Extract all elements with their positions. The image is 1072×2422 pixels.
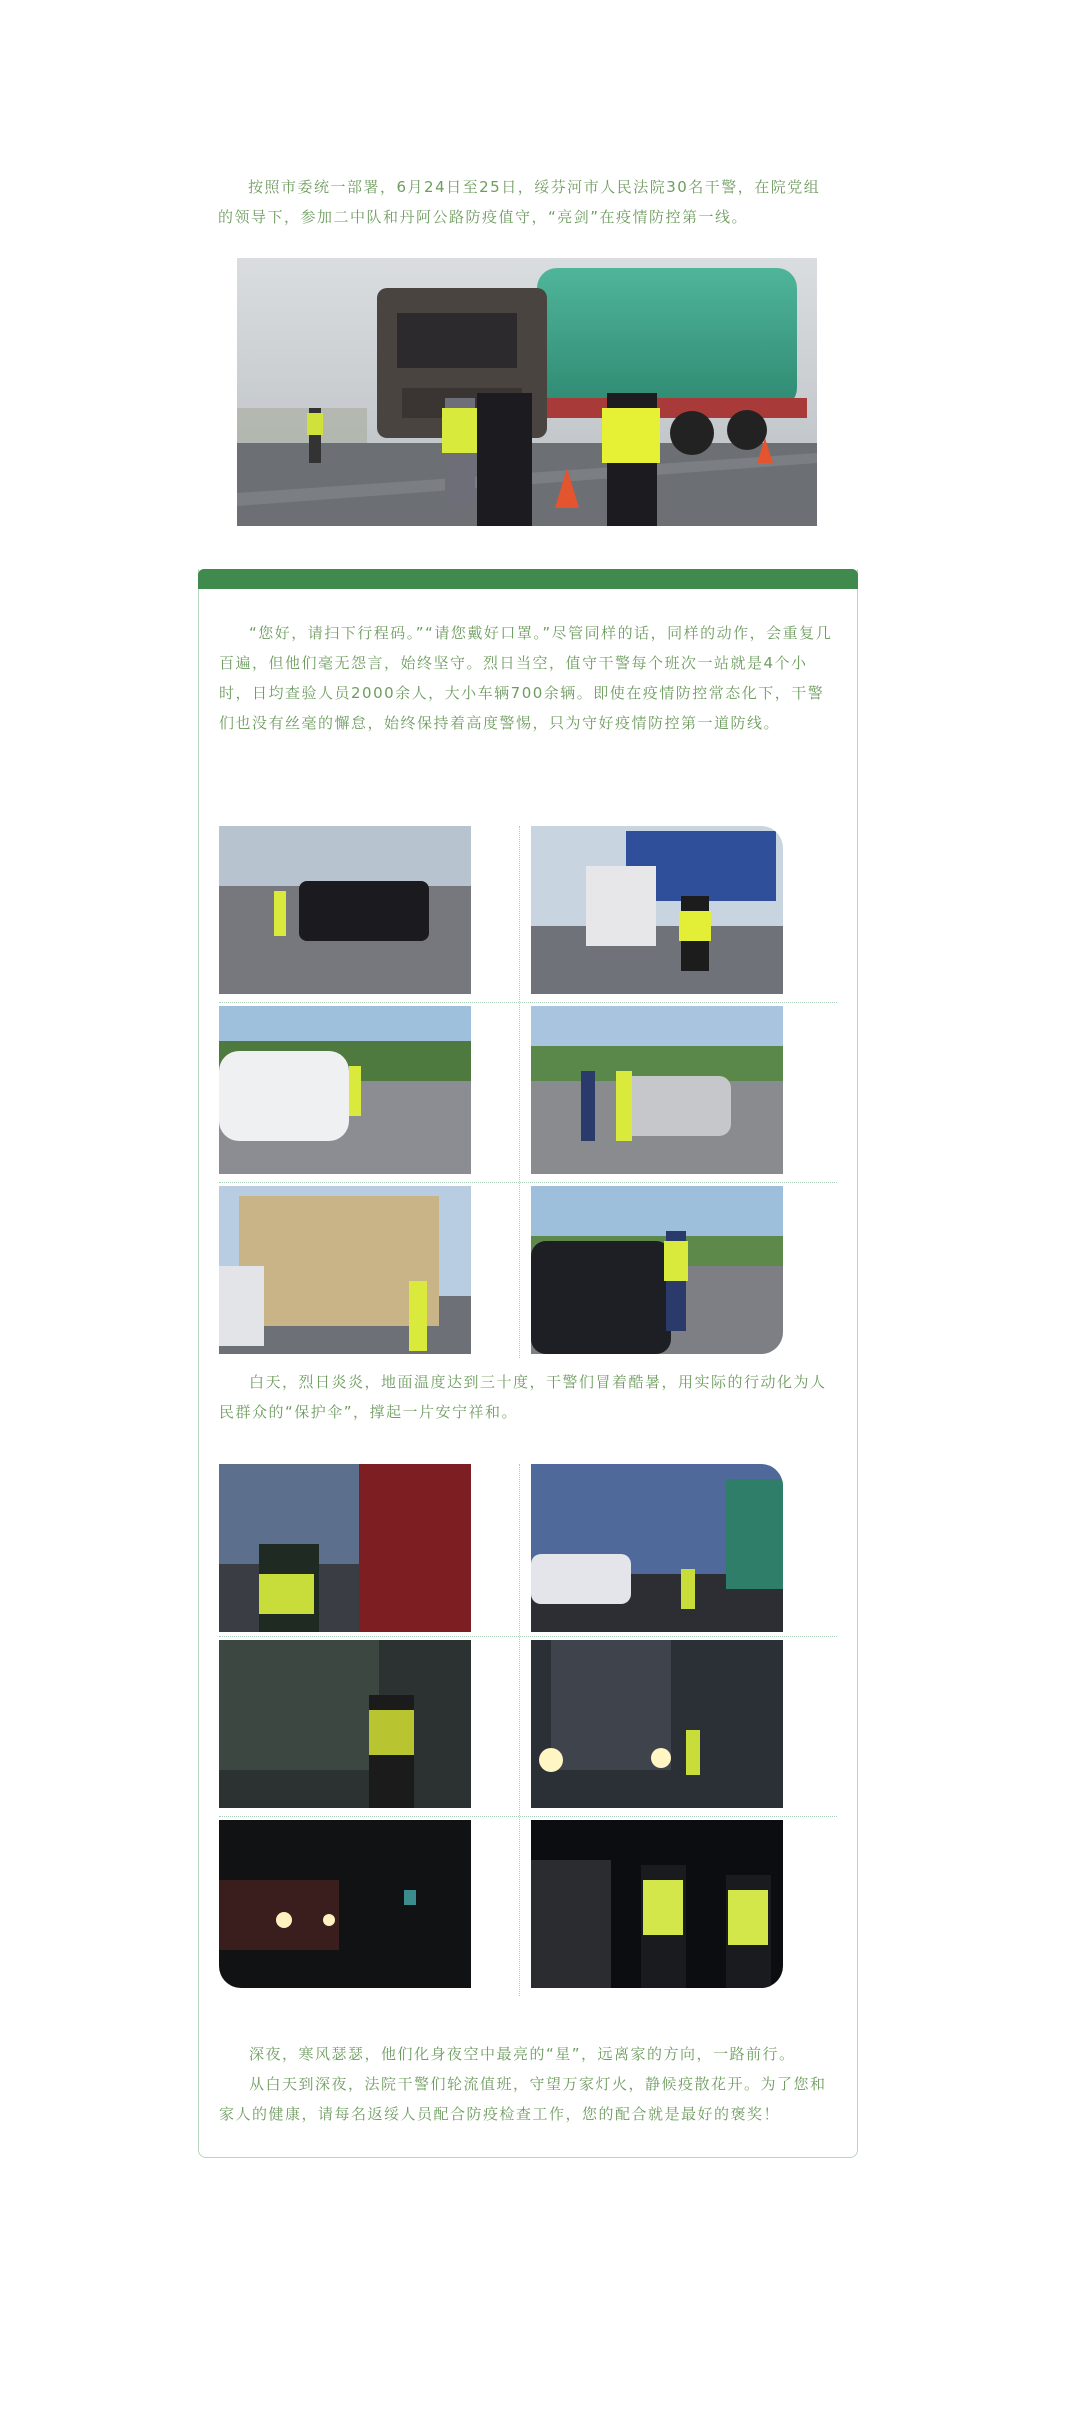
photo-white-van: [219, 1006, 471, 1174]
photo-night-truck-check: [219, 1640, 471, 1808]
night-paragraph-block: [219, 2039, 834, 2129]
photo-black-sedan: [219, 826, 471, 994]
photo-black-car: [531, 1186, 783, 1354]
photo-night-road: [219, 1820, 471, 1988]
photo-dusk-police-car: [531, 1464, 783, 1632]
grid-divider: [219, 1816, 837, 1817]
photo-silver-van: [531, 1006, 783, 1174]
grid-divider: [219, 1002, 837, 1003]
scan-code-paragraph: “您好，请扫下行程码。”“请您戴好口罩。”尽管同样的话，同样的动作，会重复几百遍，但他们毫无怨言，始终坚守。烈日当空，值守干警每个班次一站就是4个小时，日均查验人员2000余人，大小车辆700余辆。即使在疫情防控常态化下，干警们也没有丝毫的懈怠，始终保持着高度警惕，只为守好疫情防控第一道防线。: [219, 624, 833, 732]
hero-photo-truck-checkpoint: [237, 258, 817, 526]
intro-paragraph: 按照市委统一部署，6月24日至25日，绥芬河市人民法院30名干警，在院党组的领导下，参加二中队和丹阿公路防疫值守，“亮剑”在疫情防控第一线。: [218, 178, 821, 226]
photo-dusk-red-truck: [219, 1464, 471, 1632]
grid-divider: [519, 1464, 520, 1996]
photo-night-headlights: [531, 1640, 783, 1808]
daytime-paragraph: 白天，烈日炎炎，地面温度达到三十度，干警们冒着酷暑，用实际的行动化为人民群众的“保护伞”，撑起一片安宁祥和。: [219, 1373, 827, 1421]
content-box: [198, 569, 858, 2158]
photo-blue-truck: [531, 826, 783, 994]
photo-gold-truck: [219, 1186, 471, 1354]
box-header-bar: [198, 569, 858, 589]
grid-divider: [219, 1182, 837, 1183]
grid-divider: [519, 826, 520, 1358]
night-paragraph: 深夜，寒风瑟瑟，他们化身夜空中最亮的“星”，远离家的方向，一路前行。: [249, 2045, 796, 2063]
closing-paragraph: 从白天到深夜，法院干警们轮流值班，守望万家灯火，静候疫散花开。为了您和家人的健康，请每名返绥人员配合防疫检查工作，您的配合就是最好的褒奖！: [219, 2075, 827, 2123]
photo-night-officers: [531, 1820, 783, 1988]
grid-divider: [219, 1636, 837, 1637]
